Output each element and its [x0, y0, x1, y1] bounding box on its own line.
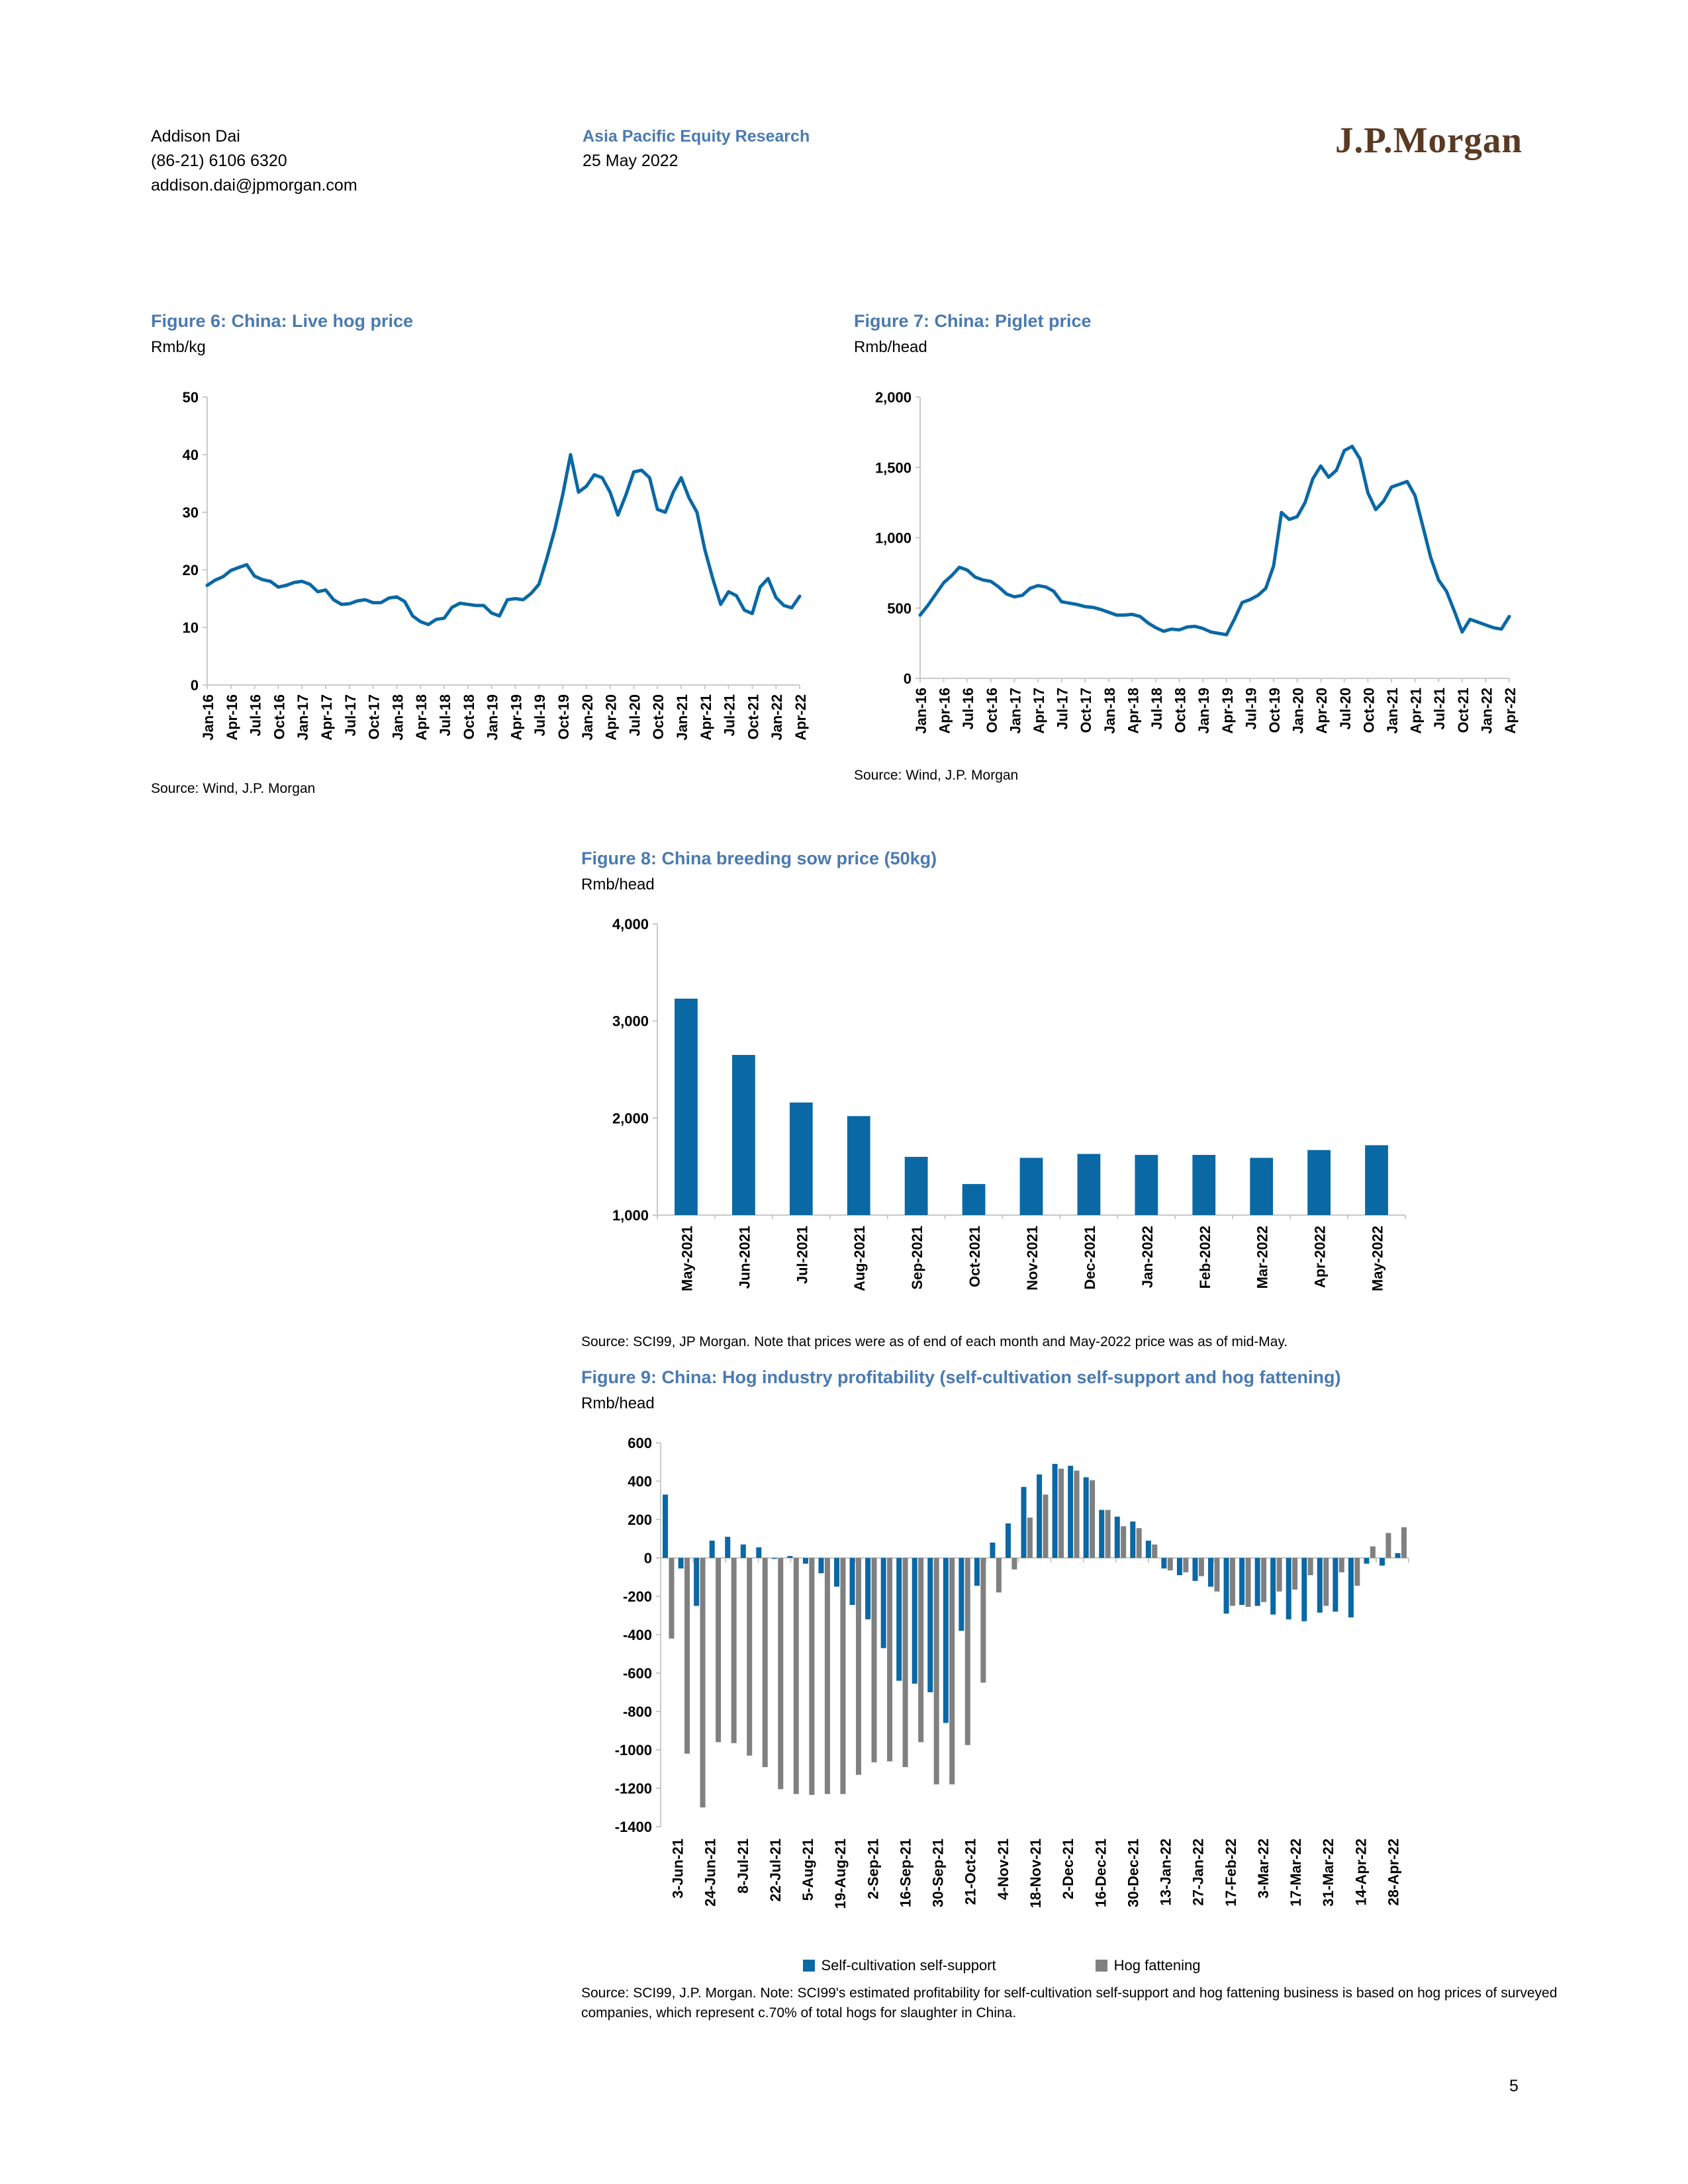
- figure-7-unit: Rmb/head: [854, 338, 927, 356]
- header-division-block: [583, 124, 810, 173]
- svg-text:Nov-2021: Nov-2021: [1024, 1226, 1041, 1291]
- svg-text:Oct-17: Oct-17: [1078, 688, 1095, 733]
- svg-text:1,500: 1,500: [874, 459, 912, 477]
- svg-text:-1000: -1000: [614, 1742, 652, 1758]
- figure-9-unit: Rmb/head: [581, 1394, 655, 1412]
- svg-text:Oct-18: Oct-18: [1172, 688, 1189, 733]
- svg-text:Oct-21: Oct-21: [1454, 688, 1472, 733]
- svg-text:0: 0: [643, 1550, 652, 1567]
- svg-text:Apr-17: Apr-17: [318, 694, 335, 741]
- svg-text:Feb-2022: Feb-2022: [1196, 1226, 1213, 1289]
- legend-item-hog-fattening: [1096, 1957, 1201, 1974]
- svg-text:8-Jul-21: 8-Jul-21: [734, 1839, 751, 1894]
- svg-text:400: 400: [628, 1473, 652, 1490]
- svg-text:Jan-22: Jan-22: [769, 694, 786, 741]
- svg-text:16-Sep-21: 16-Sep-21: [897, 1839, 914, 1907]
- svg-text:Jan-16: Jan-16: [200, 694, 216, 741]
- svg-text:14-Apr-22: 14-Apr-22: [1352, 1839, 1370, 1906]
- svg-text:Apr-21: Apr-21: [1407, 688, 1425, 734]
- svg-text:27-Jan-22: 27-Jan-22: [1190, 1839, 1207, 1906]
- jpmorgan-logo: J.P.Morgan: [1335, 120, 1523, 160]
- svg-text:40: 40: [182, 447, 199, 463]
- svg-text:Apr-16: Apr-16: [936, 688, 953, 734]
- svg-text:500: 500: [887, 600, 912, 617]
- svg-text:17-Feb-22: 17-Feb-22: [1222, 1839, 1239, 1907]
- svg-text:16-Dec-21: 16-Dec-21: [1092, 1839, 1109, 1907]
- live-hog-price-line-chart: [151, 387, 826, 774]
- svg-text:Jul-16: Jul-16: [247, 694, 264, 737]
- svg-text:Jul-2021: Jul-2021: [794, 1226, 811, 1285]
- figure-8-unit: Rmb/head: [581, 876, 655, 893]
- piglet-price-line-chart: [854, 387, 1536, 761]
- page-number: 5: [1509, 2077, 1519, 2095]
- breeding-sow-price-bar-chart: [581, 914, 1435, 1328]
- svg-text:3-Mar-22: 3-Mar-22: [1254, 1839, 1272, 1899]
- svg-text:Jul-18: Jul-18: [1149, 688, 1165, 730]
- svg-text:Apr-22: Apr-22: [792, 694, 809, 741]
- svg-text:2-Sep-21: 2-Sep-21: [865, 1839, 882, 1899]
- svg-text:Apr-17: Apr-17: [1031, 688, 1047, 734]
- svg-text:3,000: 3,000: [612, 1013, 649, 1030]
- svg-text:18-Nov-21: 18-Nov-21: [1027, 1839, 1044, 1909]
- figure-8-title: Figure 8: China breeding sow price (50kg): [581, 848, 937, 868]
- svg-text:Apr-19: Apr-19: [1219, 688, 1236, 734]
- svg-text:Dec-2021: Dec-2021: [1081, 1226, 1098, 1290]
- figure-8-source: Source: SCI99, JP Morgan. Note that prices were as of end of each month and May-2022 price was as of mid-May.: [581, 1334, 1288, 1349]
- svg-text:Aug-2021: Aug-2021: [851, 1226, 868, 1292]
- svg-text:Apr-18: Apr-18: [1125, 688, 1142, 734]
- svg-text:Mar-2022: Mar-2022: [1254, 1226, 1271, 1289]
- svg-text:4-Nov-21: 4-Nov-21: [994, 1839, 1011, 1900]
- svg-text:Apr-20: Apr-20: [602, 694, 620, 741]
- svg-text:Oct-2021: Oct-2021: [966, 1226, 984, 1287]
- svg-text:2,000: 2,000: [874, 389, 912, 406]
- figure-9-source: Source: SCI99, J.P. Morgan. Note: SCI99's estimated profitability for self-cultivation self-support and hog fattening business is based on hog prices of surveyed companies, which represent c.70% of total hogs for slaughter in China.: [581, 1985, 1558, 2021]
- svg-text:Jul-16: Jul-16: [960, 688, 977, 730]
- author-phone: (86-21) 6106 6320: [151, 152, 287, 170]
- svg-text:200: 200: [628, 1512, 652, 1528]
- hog-profitability-grouped-bar-chart: [581, 1433, 1574, 1956]
- svg-text:2-Dec-21: 2-Dec-21: [1060, 1839, 1077, 1899]
- svg-text:3-Jun-21: 3-Jun-21: [669, 1839, 686, 1899]
- figure-6-source: Source: Wind, J.P. Morgan: [151, 781, 316, 796]
- svg-text:30: 30: [182, 504, 199, 521]
- svg-text:Apr-20: Apr-20: [1313, 688, 1331, 734]
- figure-8-breeding-sow-price: [581, 848, 1435, 1350]
- legend-swatch-blue-icon: [803, 1960, 815, 1972]
- svg-text:Apr-22: Apr-22: [1502, 688, 1519, 734]
- svg-text:Apr-18: Apr-18: [413, 694, 430, 741]
- svg-text:Jan-21: Jan-21: [674, 694, 690, 741]
- svg-text:2,000: 2,000: [612, 1110, 649, 1127]
- svg-text:Apr-16: Apr-16: [223, 694, 240, 741]
- report-date: 25 May 2022: [583, 152, 679, 170]
- svg-text:Jul-21: Jul-21: [1431, 688, 1448, 730]
- svg-text:10: 10: [182, 619, 199, 636]
- svg-text:-200: -200: [622, 1588, 652, 1605]
- svg-text:Jan-20: Jan-20: [579, 694, 596, 741]
- figure-7-piglet-price: [854, 311, 1536, 784]
- svg-text:May-2022: May-2022: [1369, 1226, 1386, 1292]
- svg-text:Oct-21: Oct-21: [745, 694, 762, 740]
- svg-text:Jul-18: Jul-18: [437, 694, 453, 737]
- svg-text:Jan-19: Jan-19: [484, 694, 501, 741]
- svg-text:Jul-21: Jul-21: [721, 694, 738, 737]
- svg-text:Oct-20: Oct-20: [650, 694, 667, 740]
- svg-text:Jan-18: Jan-18: [1101, 688, 1118, 734]
- svg-text:Oct-16: Oct-16: [271, 694, 288, 740]
- svg-text:Apr-19: Apr-19: [508, 694, 525, 741]
- svg-text:Apr-2022: Apr-2022: [1311, 1226, 1329, 1289]
- figure-7-title: Figure 7: China: Piglet price: [854, 311, 1092, 331]
- svg-text:22-Jul-21: 22-Jul-21: [767, 1839, 784, 1902]
- svg-text:28-Apr-22: 28-Apr-22: [1385, 1839, 1402, 1906]
- svg-text:Jan-16: Jan-16: [913, 688, 929, 734]
- svg-text:17-Mar-22: 17-Mar-22: [1288, 1839, 1305, 1907]
- legend-swatch-gray-icon: [1096, 1960, 1107, 1972]
- author-email: addison.dai@jpmorgan.com: [151, 176, 357, 195]
- figure-6-title: Figure 6: China: Live hog price: [151, 311, 414, 331]
- svg-text:-600: -600: [622, 1665, 652, 1682]
- svg-text:Jan-17: Jan-17: [1007, 688, 1024, 734]
- svg-text:Jul-19: Jul-19: [1243, 688, 1260, 730]
- svg-text:May-2021: May-2021: [679, 1226, 696, 1292]
- svg-text:-1200: -1200: [614, 1780, 652, 1797]
- svg-text:Jul-20: Jul-20: [626, 694, 643, 737]
- svg-text:0: 0: [903, 670, 912, 687]
- svg-text:5-Aug-21: 5-Aug-21: [800, 1839, 817, 1901]
- research-division: Asia Pacific Equity Research: [583, 127, 810, 146]
- svg-text:Oct-19: Oct-19: [1266, 688, 1283, 733]
- svg-text:Jan-22: Jan-22: [1478, 688, 1495, 734]
- svg-text:21-Oct-21: 21-Oct-21: [962, 1839, 979, 1905]
- legend-item-self-cultivation: [803, 1957, 996, 1974]
- header-author-block: [151, 124, 357, 198]
- svg-text:Oct-19: Oct-19: [555, 694, 572, 740]
- svg-text:-400: -400: [622, 1627, 652, 1643]
- svg-text:Oct-17: Oct-17: [365, 694, 383, 740]
- svg-text:24-Jun-21: 24-Jun-21: [702, 1839, 719, 1907]
- svg-text:Jan-20: Jan-20: [1289, 688, 1307, 734]
- svg-text:30-Dec-21: 30-Dec-21: [1125, 1839, 1142, 1907]
- legend-label-hog-fattening: Hog fattening: [1113, 1957, 1201, 1974]
- svg-text:13-Jan-22: 13-Jan-22: [1157, 1839, 1174, 1906]
- svg-text:Jul-17: Jul-17: [1054, 688, 1071, 730]
- figure-9-legend: [581, 1957, 1422, 1974]
- svg-text:Jan-18: Jan-18: [389, 694, 406, 741]
- figure-6-unit: Rmb/kg: [151, 338, 206, 356]
- svg-text:30-Sep-21: 30-Sep-21: [929, 1839, 947, 1907]
- svg-text:Jul-20: Jul-20: [1336, 688, 1354, 730]
- svg-text:600: 600: [628, 1435, 652, 1451]
- svg-text:Jan-17: Jan-17: [295, 694, 312, 741]
- svg-text:4,000: 4,000: [612, 916, 649, 933]
- svg-text:Oct-18: Oct-18: [460, 694, 477, 740]
- svg-text:Jul-17: Jul-17: [342, 694, 359, 737]
- svg-text:Jul-19: Jul-19: [532, 694, 549, 737]
- svg-text:0: 0: [190, 677, 199, 694]
- svg-text:1,000: 1,000: [612, 1207, 649, 1224]
- svg-text:Oct-16: Oct-16: [983, 688, 1000, 733]
- figure-7-source: Source: Wind, J.P. Morgan: [854, 768, 1019, 783]
- legend-label-self-cultivation: Self-cultivation self-support: [821, 1957, 996, 1974]
- svg-text:-800: -800: [622, 1704, 652, 1720]
- svg-text:Jan-19: Jan-19: [1196, 688, 1213, 734]
- svg-text:50: 50: [182, 389, 199, 406]
- svg-text:20: 20: [182, 562, 199, 578]
- svg-text:Apr-21: Apr-21: [697, 694, 714, 741]
- svg-text:Jan-2022: Jan-2022: [1139, 1226, 1156, 1289]
- svg-text:Sep-2021: Sep-2021: [909, 1226, 926, 1290]
- figure-9-title: Figure 9: China: Hog industry profitability (self-cultivation self-support and hog fattening): [581, 1367, 1341, 1387]
- svg-text:19-Aug-21: 19-Aug-21: [832, 1839, 849, 1909]
- author-name: Addison Dai: [151, 127, 240, 146]
- svg-text:Jan-21: Jan-21: [1384, 688, 1401, 734]
- svg-text:Oct-20: Oct-20: [1360, 688, 1378, 733]
- figure-6-live-hog-price: [151, 311, 826, 797]
- figure-9-hog-profitability: [581, 1367, 1574, 2023]
- svg-text:Jun-2021: Jun-2021: [736, 1226, 753, 1289]
- svg-text:-1400: -1400: [614, 1819, 652, 1835]
- svg-text:31-Mar-22: 31-Mar-22: [1320, 1839, 1337, 1907]
- svg-text:1,000: 1,000: [874, 529, 912, 547]
